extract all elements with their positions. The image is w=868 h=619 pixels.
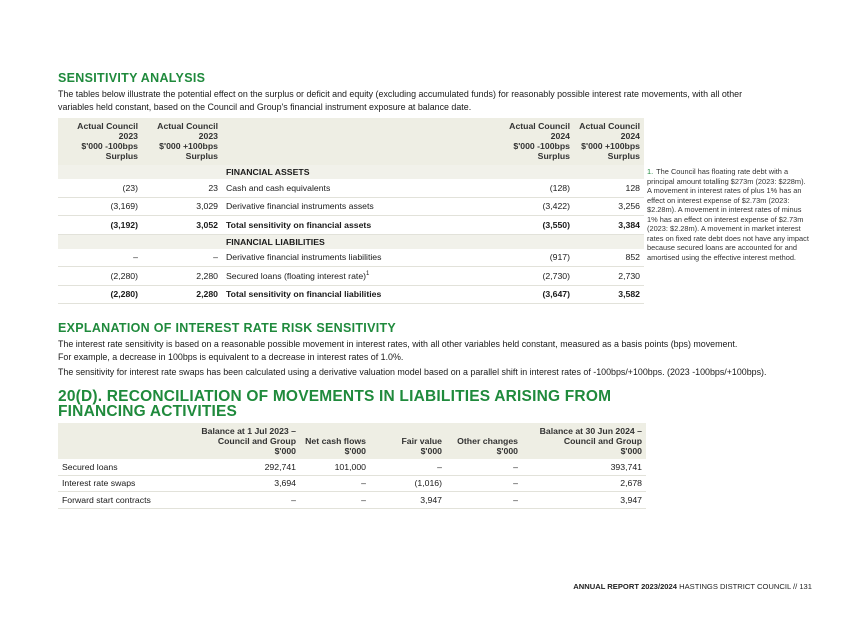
table-row — [58, 459, 646, 475]
header-text: Actual Council — [509, 121, 570, 131]
cell: – — [370, 459, 446, 475]
section-row-financial-liabilities — [58, 234, 644, 249]
table-row — [58, 267, 644, 286]
cell: 3,029 — [142, 197, 222, 216]
cell: – — [58, 249, 142, 267]
section-spacer — [58, 234, 142, 249]
cell: – — [446, 475, 522, 492]
explanation-line: For example, a decrease in 100bps is equivalent to a decrease in interest rates of 1.0%. — [58, 351, 404, 362]
table-row — [58, 249, 644, 267]
table-row — [58, 492, 646, 509]
header-text: $'000 -100bps — [81, 141, 138, 151]
footer-report-title: ANNUAL REPORT 2023/2024 — [573, 582, 677, 591]
header-closing-balance — [522, 423, 646, 459]
header-fair-value — [370, 423, 446, 459]
header-text: Council and Group — [217, 436, 296, 446]
cell: 852 — [574, 249, 644, 267]
cell: – — [164, 492, 300, 509]
explanation-heading: EXPLANATION OF INTEREST RATE RISK SENSITIVITY — [58, 321, 397, 335]
table-row — [58, 475, 646, 492]
reconciliation-table — [58, 423, 646, 509]
header-2023-plus — [142, 118, 222, 165]
header-text: Balance at 30 Jun 2024 – — [539, 426, 642, 436]
section-spacer — [142, 165, 222, 179]
explanation-paragraph-1 — [58, 338, 808, 363]
header-text: Net cash flows — [305, 436, 366, 446]
row-label: Derivative financial instruments assets — [222, 197, 502, 216]
header-text: 2024 — [550, 131, 570, 141]
footnote-text: The Council has floating rate debt with a principal amount totalling $273m (2023: $228m). A movement in interest rates of plus 1% has an effect on interest expense of $2.73m (2023: $2.28m). A movement in interest rates of minus 1% has an effect on interest expense of $2.73m (2023: $2.28m). A movement in market interest rates on fixed rate debt does not have any impact because secured loans are accounted for and amortised using the effective interest method. — [647, 167, 809, 262]
header-text: Actual Council — [77, 121, 138, 131]
sensitivity-intro: The tables below illustrate the potential effect on the surplus or deficit and equity (excluding accumulated funds) for reasonably possible interest rate movements, with all other variables held constant, based on the Council and Group's financial instrument exposure at balance date. — [58, 89, 743, 112]
cell: 393,741 — [522, 459, 646, 475]
sensitivity-analysis-heading: SENSITIVITY ANALYSIS — [58, 71, 206, 85]
cell: – — [300, 492, 370, 509]
header-text: Surplus — [607, 151, 640, 161]
row-label-text: Secured loans (floating interest rate) — [226, 270, 367, 281]
row-label: Total sensitivity on financial liabilities — [222, 285, 502, 304]
header-text: Surplus — [105, 151, 138, 161]
footnote — [647, 167, 811, 262]
cell: 23 — [142, 179, 222, 197]
explanation-line: The interest rate sensitivity is based on a reasonable possible movement in interest rates, with all other variables held constant, measured as a basis points (bps) movement. — [58, 339, 738, 349]
footnote-marker: 1 — [366, 270, 370, 277]
section-spacer — [502, 165, 574, 179]
section-spacer — [142, 234, 222, 249]
footnote-number: 1. — [647, 167, 654, 176]
table-row — [58, 197, 644, 216]
header-2023-minus — [58, 118, 142, 165]
cell: (3,169) — [58, 197, 142, 216]
header-2024-minus — [502, 118, 574, 165]
header-opening-balance — [164, 423, 300, 459]
cell: – — [300, 475, 370, 492]
section-row-financial-assets — [58, 165, 644, 179]
header-text: Other changes — [457, 436, 518, 446]
header-text: Actual Council — [579, 121, 640, 131]
cell: 3,947 — [522, 492, 646, 509]
section-label: FINANCIAL ASSETS — [222, 165, 502, 179]
cell: 292,741 — [164, 459, 300, 475]
header-other-changes — [446, 423, 522, 459]
sensitivity-header-row — [58, 118, 644, 165]
cell: (2,730) — [502, 267, 574, 286]
header-text: $'000 +100bps — [159, 141, 218, 151]
cell: – — [142, 249, 222, 267]
header-text: 2023 — [118, 131, 138, 141]
header-text: Actual Council — [157, 121, 218, 131]
cell: – — [446, 492, 522, 509]
cell: 2,280 — [142, 267, 222, 286]
cell: 2,280 — [142, 285, 222, 304]
cell: (3,647) — [502, 285, 574, 304]
explanation-paragraph-2: The sensitivity for interest rate swaps has been calculated using a derivative valuation model based on a parallel shift in interest rates of -100bps/+100bps. (2023 -100bps/+100bps). — [58, 367, 767, 377]
table-row — [58, 179, 644, 197]
header-text: $'000 — [620, 446, 642, 456]
section-spacer — [574, 165, 644, 179]
header-text: $'000 — [344, 446, 366, 456]
cell: 101,000 — [300, 459, 370, 475]
row-label: Secured loans — [58, 459, 164, 475]
cell: (1,016) — [370, 475, 446, 492]
cell: 3,582 — [574, 285, 644, 304]
header-text: $'000 — [420, 446, 442, 456]
cell: 3,256 — [574, 197, 644, 216]
header-text: $'000 — [274, 446, 296, 456]
row-label: Cash and cash equivalents — [222, 179, 502, 197]
header-text: 2024 — [620, 131, 640, 141]
section-spacer — [58, 165, 142, 179]
section-label: FINANCIAL LIABILITIES — [222, 234, 502, 249]
header-text: $'000 — [496, 446, 518, 456]
cell: (3,422) — [502, 197, 574, 216]
sensitivity-table — [58, 118, 644, 304]
header-text: $'000 +100bps — [581, 141, 640, 151]
header-text: Council and Group — [563, 436, 642, 446]
header-text: Fair value — [401, 436, 442, 446]
cell: (917) — [502, 249, 574, 267]
cell: 2,678 — [522, 475, 646, 492]
header-text: Balance at 1 Jul 2023 – — [201, 426, 296, 436]
cell: (3,192) — [58, 216, 142, 235]
cell: 3,694 — [164, 475, 300, 492]
cell: 3,947 — [370, 492, 446, 509]
cell: (2,280) — [58, 267, 142, 286]
row-label: Derivative financial instruments liabilities — [222, 249, 502, 267]
cell: 3,384 — [574, 216, 644, 235]
page-footer — [573, 582, 812, 591]
total-row — [58, 285, 644, 304]
reconciliation-header-row — [58, 423, 646, 459]
reconciliation-heading: 20(D). RECONCILIATION OF MOVEMENTS IN LIABILITIES ARISING FROM FINANCING ACTIVITIES — [58, 388, 612, 420]
cell: 2,730 — [574, 267, 644, 286]
header-net-cash-flows — [300, 423, 370, 459]
cell: 128 — [574, 179, 644, 197]
cell: (23) — [58, 179, 142, 197]
header-label — [222, 118, 502, 165]
header-label — [58, 423, 164, 459]
section-spacer — [502, 234, 574, 249]
header-text: Surplus — [185, 151, 218, 161]
header-text: Surplus — [537, 151, 570, 161]
row-label: Interest rate swaps — [58, 475, 164, 492]
cell: (2,280) — [58, 285, 142, 304]
row-label — [222, 267, 502, 286]
cell: 3,052 — [142, 216, 222, 235]
cell: – — [446, 459, 522, 475]
footer-council-page: HASTINGS DISTRICT COUNCIL // 131 — [676, 582, 812, 591]
total-row — [58, 216, 644, 235]
header-text: $'000 -100bps — [513, 141, 570, 151]
header-2024-plus — [574, 118, 644, 165]
cell: (128) — [502, 179, 574, 197]
header-text: 2023 — [198, 131, 218, 141]
row-label: Total sensitivity on financial assets — [222, 216, 502, 235]
row-label: Forward start contracts — [58, 492, 164, 509]
section-spacer — [574, 234, 644, 249]
cell: (3,550) — [502, 216, 574, 235]
